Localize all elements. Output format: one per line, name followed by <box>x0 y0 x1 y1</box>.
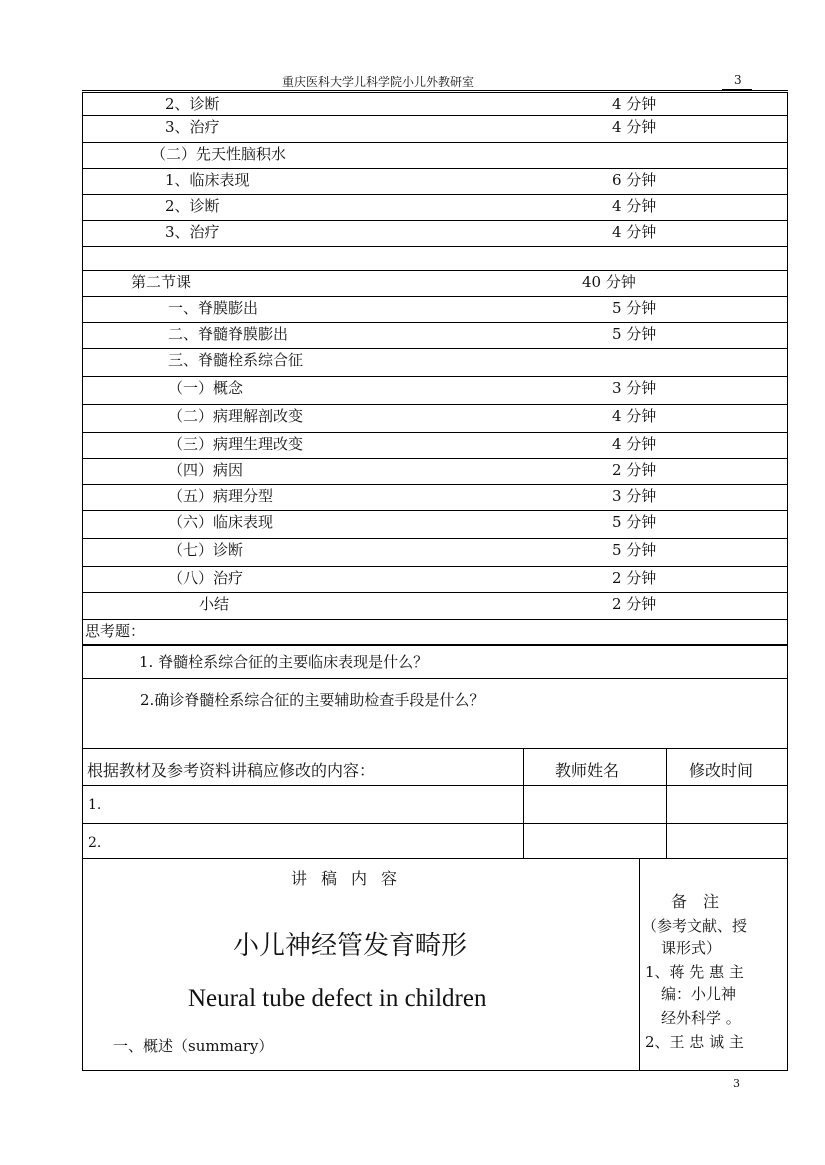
outline-time: 5 分钟 <box>612 299 657 317</box>
outline-row <box>83 116 787 143</box>
outline-time: 40 分钟 <box>582 273 636 291</box>
outline-row <box>83 221 787 247</box>
question-item: 2.确诊脊髓栓系综合征的主要辅助检查手段是什么？ <box>140 691 485 709</box>
lecture-content-box <box>82 858 788 1071</box>
outline-row <box>83 349 787 377</box>
outline-time: 3 分钟 <box>612 379 657 397</box>
outline-time: 5 分钟 <box>612 513 657 531</box>
outline-row <box>83 459 787 485</box>
revision-col-divider <box>523 749 524 858</box>
revision-row-number: 1. <box>88 797 102 813</box>
revision-row-divider <box>83 785 787 786</box>
outline-row <box>83 405 787 433</box>
header-page-underline <box>722 89 752 90</box>
outline-label: 3、治疗 <box>165 223 220 241</box>
questions-title-row <box>83 620 787 646</box>
notes-line: （参考文献、授 <box>642 917 748 935</box>
outline-label: 第二节课 <box>131 273 192 291</box>
outline-time: 4 分钟 <box>612 223 657 241</box>
outline-row <box>83 271 787 297</box>
notes-line: 课形式） <box>661 939 722 957</box>
outline-row <box>83 195 787 221</box>
outline-row <box>83 377 787 405</box>
lecture-outline-table <box>82 92 788 645</box>
lecture-section-heading: 一、概述（summary） <box>113 1037 274 1055</box>
outline-time: 5 分钟 <box>612 541 657 559</box>
questions-box <box>82 645 788 749</box>
outline-label: 1、临床表现 <box>165 171 250 189</box>
outline-row <box>83 593 787 620</box>
outline-row <box>83 485 787 511</box>
outline-time: 2 分钟 <box>612 569 657 587</box>
notes-title: 备 注 <box>671 892 720 911</box>
outline-label: 三、脊髓栓系综合征 <box>168 351 304 369</box>
outline-row <box>83 93 787 116</box>
outline-row <box>83 511 787 539</box>
header-title: 重庆医科大学儿科学院小儿外教研室 <box>282 75 475 89</box>
outline-time: 4 分钟 <box>612 407 657 425</box>
outline-label: 2、诊断 <box>165 95 220 113</box>
outline-label: （一）概念 <box>168 379 244 397</box>
outline-time: 2 分钟 <box>612 595 657 613</box>
outline-label: 2、诊断 <box>165 197 220 215</box>
page-header <box>82 72 788 91</box>
outline-time: 6 分钟 <box>612 171 657 189</box>
outline-label: （二）病理解剖改变 <box>168 407 304 425</box>
outline-row <box>83 539 787 567</box>
outline-label: （八）治疗 <box>168 569 244 587</box>
lecture-heading: 讲稿内容 <box>291 869 412 888</box>
revision-col-divider <box>666 749 667 858</box>
notes-line: 经外科学 。 <box>661 1009 741 1027</box>
outline-row <box>83 169 787 195</box>
notes-divider <box>639 859 640 1070</box>
outline-label: （三）病理生理改变 <box>168 435 304 453</box>
revision-row-number: 2. <box>88 835 102 851</box>
outline-label: 小结 <box>199 595 230 613</box>
questions-divider <box>83 645 787 646</box>
questions-divider <box>83 678 787 679</box>
outline-label: 二、脊髓脊膜膨出 <box>168 325 289 343</box>
outline-label: 一、脊膜膨出 <box>168 299 259 317</box>
revision-table <box>82 748 788 859</box>
revision-header-time: 修改时间 <box>689 761 754 780</box>
outline-time: 4 分钟 <box>612 95 657 113</box>
question-item: 1. 脊髓栓系综合征的主要临床表现是什么？ <box>139 653 429 671</box>
outline-label: （四）病因 <box>168 461 244 479</box>
outline-time: 4 分钟 <box>612 197 657 215</box>
outline-time: 4 分钟 <box>612 118 657 136</box>
outline-label: 3、治疗 <box>165 118 220 136</box>
notes-line: 2、王 忠 诚 主 <box>645 1033 744 1051</box>
notes-line: 1、蒋 先 惠 主 <box>645 963 744 981</box>
outline-row <box>83 323 787 349</box>
outline-row <box>83 567 787 593</box>
lecture-title-en: Neural tube defect in children <box>188 985 487 1012</box>
notes-line: 编：小儿神 <box>661 985 737 1003</box>
outline-label: （二）先天性脑积水 <box>151 145 287 163</box>
footer-page-number: 3 <box>733 1077 740 1090</box>
lecture-title-cn: 小儿神经管发育畸形 <box>233 931 468 961</box>
questions-title: 思考题： <box>85 622 146 640</box>
outline-label: （七）诊断 <box>168 541 244 559</box>
outline-time: 5 分钟 <box>612 325 657 343</box>
outline-label: （五）病理分型 <box>168 487 274 505</box>
revision-header-content: 根据教材及参考资料讲稿应修改的内容： <box>87 761 376 780</box>
header-page-number: 3 <box>734 73 742 87</box>
outline-row <box>83 433 787 459</box>
outline-label: （六）临床表现 <box>168 513 274 531</box>
outline-row-blank <box>83 247 787 271</box>
outline-time: 3 分钟 <box>612 487 657 505</box>
revision-header-teacher: 教师姓名 <box>555 761 620 780</box>
outline-time: 2 分钟 <box>612 461 657 479</box>
revision-row-divider <box>83 823 787 824</box>
outline-time: 4 分钟 <box>612 435 657 453</box>
outline-row <box>83 143 787 169</box>
outline-row <box>83 297 787 323</box>
